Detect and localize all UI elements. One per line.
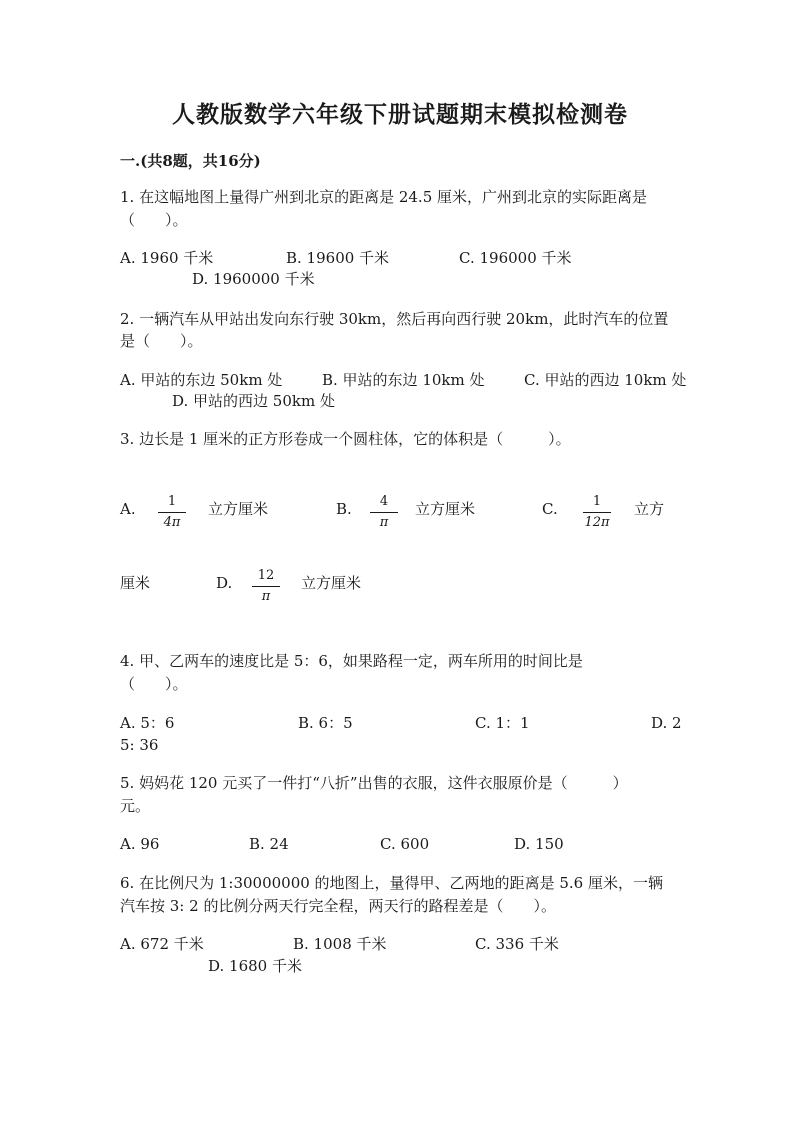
question-2-option-c[interactable]: C. 甲站的西边 10km 处 — [524, 371, 687, 389]
question-6-option-c[interactable]: C. 336 千米 — [475, 935, 559, 953]
option-b-label: B. — [336, 500, 352, 518]
fraction-bar — [158, 512, 186, 513]
question-1-option-d[interactable]: D. 1960000 千米 — [192, 270, 315, 288]
question-4-line-1: 4. 甲、乙两车的速度比是 5：6，如果路程一定，两车所用的时间比是 — [120, 652, 583, 670]
question-6-option-d[interactable]: D. 1680 千米 — [208, 957, 302, 975]
option-c-fraction — [577, 494, 617, 531]
option-d-fraction — [246, 568, 286, 605]
question-2-line-2: 是（ ）。 — [120, 332, 203, 350]
section-heading: 一.(共8题，共16分) — [120, 152, 261, 170]
question-5-line-1: 5. 妈妈花 120 元买了一件打“八折”出售的衣服，这件衣服原价是（ ） — [120, 774, 628, 792]
question-4-option-d-wrap: 5: 36 — [120, 736, 159, 754]
option-c-label: C. — [542, 500, 558, 518]
option-a-label: A. — [120, 500, 136, 518]
fraction-numerator: 12 — [257, 568, 275, 583]
question-4-option-c[interactable]: C. 1：1 — [475, 714, 530, 732]
option-c-unit: 立方 — [634, 500, 665, 518]
question-1-option-c[interactable]: C. 196000 千米 — [459, 249, 572, 267]
page-title: 人教版数学六年级下册试题期末模拟检测卷 — [172, 101, 628, 128]
question-6-line-1: 6. 在比例尺为 1:30000000 的地图上，量得甲、乙两地的距离是 5.6 厘米，一辆 — [120, 874, 663, 892]
question-4-option-a[interactable]: A. 5：6 — [120, 714, 175, 732]
question-5-option-d[interactable]: D. 150 — [514, 835, 564, 853]
question-4-option-b[interactable]: B. 6：5 — [298, 714, 353, 732]
question-1-option-b[interactable]: B. 19600 千米 — [286, 249, 390, 267]
question-2-line-1: 2. 一辆汽车从甲站出发向东行驶 30km，然后再向西行驶 20km，此时汽车的位置 — [120, 310, 669, 328]
question-4-option-d[interactable]: D. 2 — [651, 714, 682, 732]
option-a-unit: 立方厘米 — [208, 500, 269, 518]
fraction-numerator: 1 — [592, 494, 602, 509]
question-4-line-2: （ ）。 — [120, 675, 188, 693]
question-1-line-1: 1. 在这幅地图上量得广州到北京的距离是 24.5 厘米，广州到北京的实际距离是 — [120, 188, 648, 206]
fraction-denominator: 4π — [163, 515, 181, 530]
question-2-option-b[interactable]: B. 甲站的东边 10km 处 — [322, 371, 485, 389]
question-6-line-2: 汽车按 3: 2 的比例分两天行完全程，两天行的路程差是（ ）。 — [120, 897, 556, 915]
question-5-line-2: 元。 — [120, 797, 151, 815]
fraction-denominator: π — [379, 515, 389, 530]
question-2-option-d[interactable]: D. 甲站的西边 50km 处 — [172, 392, 335, 410]
option-b-fraction — [364, 494, 404, 531]
fraction-bar — [370, 512, 398, 513]
question-1-option-a[interactable]: A. 1960 千米 — [120, 249, 214, 267]
option-b-unit: 立方厘米 — [415, 500, 476, 518]
fraction-bar — [583, 512, 611, 513]
question-6-option-a[interactable]: A. 672 千米 — [120, 935, 204, 953]
option-c-unit-wrap: 厘米 — [120, 574, 151, 592]
option-d-unit: 立方厘米 — [301, 574, 362, 592]
fraction-numerator: 4 — [379, 494, 389, 509]
question-1-line-2: （ ）。 — [120, 211, 188, 229]
question-2-option-a[interactable]: A. 甲站的东边 50km 处 — [120, 371, 283, 389]
question-5-option-c[interactable]: C. 600 — [380, 835, 430, 853]
question-5-option-a[interactable]: A. 96 — [120, 835, 160, 853]
fraction-denominator: π — [261, 589, 271, 604]
fraction-denominator: 12π — [584, 515, 610, 530]
question-3-line-1: 3. 边长是 1 厘米的正方形卷成一个圆柱体，它的体积是（ ）。 — [120, 430, 571, 448]
fraction-bar — [252, 586, 280, 587]
question-5-option-b[interactable]: B. 24 — [249, 835, 289, 853]
fraction-numerator: 1 — [167, 494, 177, 509]
option-d-label: D. — [216, 574, 233, 592]
question-6-option-b[interactable]: B. 1008 千米 — [293, 935, 387, 953]
option-a-fraction — [152, 494, 192, 531]
